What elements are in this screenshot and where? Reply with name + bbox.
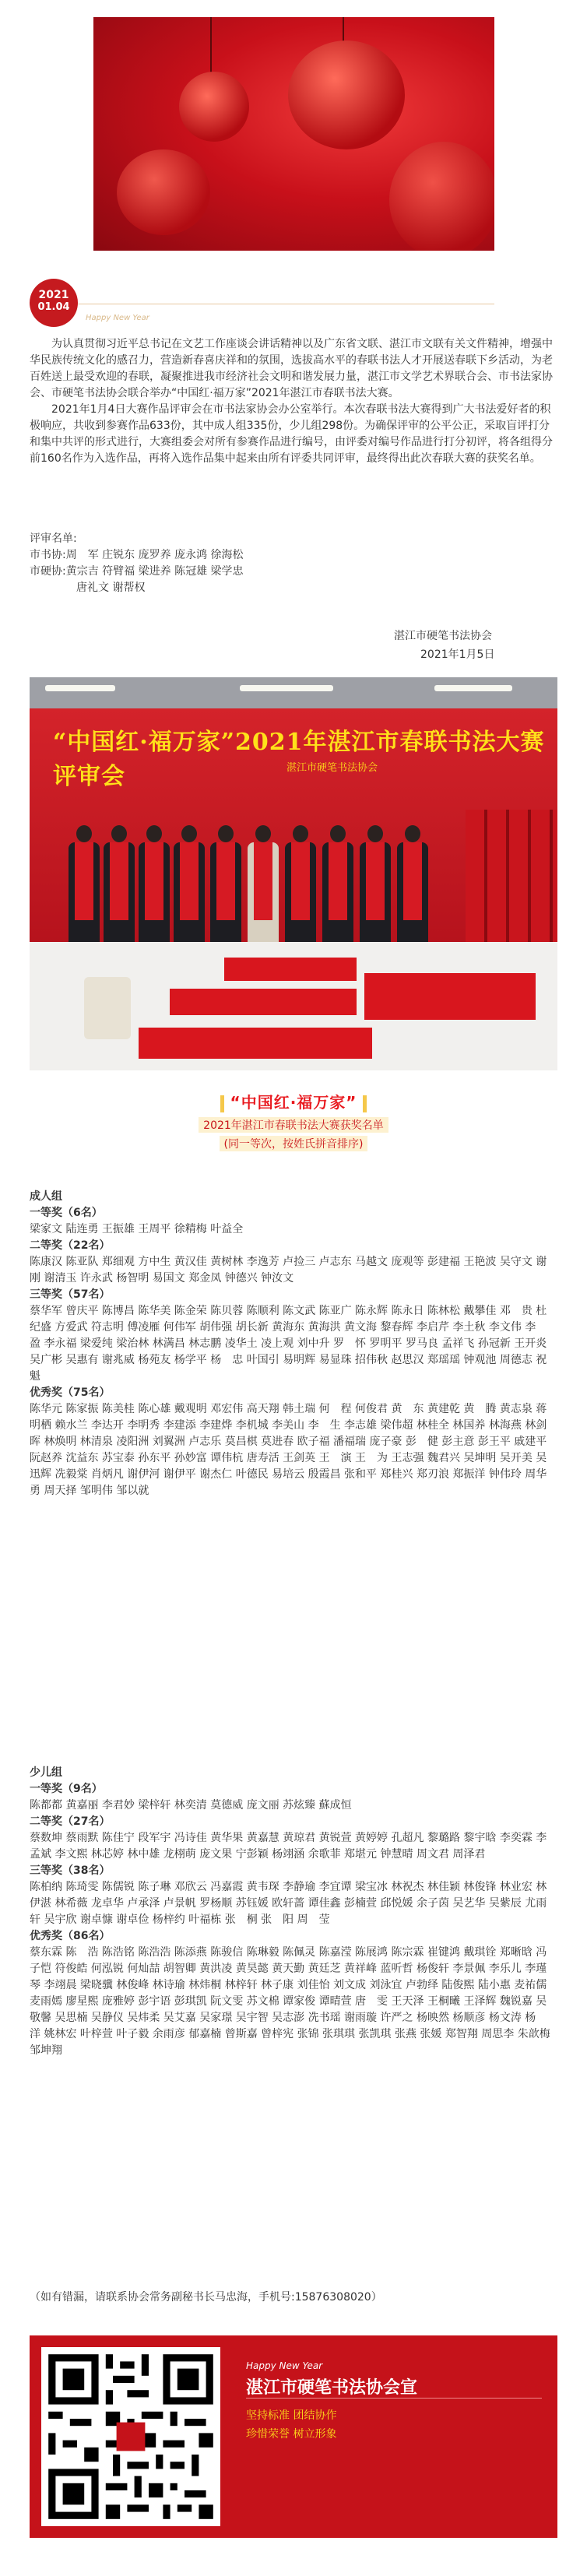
qr-code-icon	[41, 2347, 220, 2526]
judges-line-3: 唐礼文 谢帮权	[76, 582, 146, 594]
signature-date: 2021年1月5日	[420, 648, 495, 661]
footer-happy-text: Happy New Year	[246, 2360, 323, 2371]
winners-sort-note: (同一等次，按姓氏拼音排序)	[220, 1136, 368, 1151]
youth-first-prize-names: 陈都都 黄嘉丽 李君妙 梁梓轩 林奕清 莫德威 庞文丽 苏炫臻 蘇成恒	[30, 1799, 352, 1812]
winners-subtitle: 2021年湛江市春联书法大赛获奖名单	[199, 1117, 388, 1133]
judges-label: 评审名单:	[30, 532, 77, 545]
photo-banner-subtext: 湛江市硬笔书法协会	[286, 762, 378, 774]
youth-second-prize-names: 蔡数坤 蔡雨默 陈佳宁 段军宇 冯诗佳 黄华果 黄嘉慧 黄琼君 黄锐萱 黄婷婷 孔超凡 黎璐路 黎宇晗 李奕霖 李孟斌 李文熙 林芯婷 林中雄 龙栩萌 庞文果 宁彭颖 杨翊涵 余歌菲 郑堪元 钟慧晴 周文君 周泽君	[30, 1832, 547, 1861]
qr-code[interactable]	[41, 2347, 220, 2526]
youth-group-label: 少儿组	[30, 1766, 62, 1779]
youth-first-prize-label: 一等奖（9名）	[30, 1783, 103, 1795]
adult-merit-prize-label: 优秀奖（75名）	[30, 1386, 111, 1399]
footer-org-name: 湛江市硬笔书法协会宣	[246, 2378, 418, 2398]
adult-group-label: 成人组	[30, 1190, 62, 1203]
date-badge	[30, 279, 78, 327]
adult-first-prize-names: 梁家文 陆连勇 王振雄 王周平 徐精梅 叶益全	[30, 1223, 244, 1235]
youth-merit-prize-names: 蔡东霖 陈 浩 陈浩铭 陈浩浩 陈添燕 陈骏信 陈琳毅 陈佩灵 陈嘉滢 陈展鸿 陈宗霖 崔键鸿 戴琪铨 郑晰晗 冯子恺 符俊皓 何泓锐 何灿喆 胡智卿 黄洪凌 黄昊懿 黄天勤 黄廷芝 黄祥峰 蓝听哲 杨俊轩 李景佩 李乐儿 李瑾琴 李翊晨 梁晓骥 林俊峰 林诗瑜 林炜桐 林梓轩 林子康 刘佳怡 刘文成 刘泳宜 卢勃绎 陆俊熙 陆小惠 麦祐儒 麦雨嫣 廖星熙 庞雅婷 彭宇语 彭琪凯 阮文雯 苏文棉 谭家俊 谭晴萱 唐 雯 王天泽 王桐曦 王泽辉 魏锐嘉 吴敬馨 吴思楠 吴静仪 吴炜柔 吴艾嘉 吴家璟 吴宇智 吴志澎 冼书瑶 谢雨璇 许严之 杨映然 杨顺彦 杨文涛 杨 洋 姚林宏 叶梓萱 叶子毅 余雨彦 郁嘉楠 曾斯嘉 曾梓宪 张锦 张琪琪 张凯琪 张燕 张媛 郑智翔 周思李 朱歆梅 邹坤翔	[30, 1946, 550, 2057]
footer-slogan-2: 珍惜荣誉 树立形象	[246, 2428, 337, 2441]
youth-merit-prize-label: 优秀奖（86名）	[30, 1930, 111, 1942]
paragraph-2: 2021年1月4日大赛作品评审会在市书法家协会办公室举行。本次春联书法大赛得到广大书法爱好者的积极响应，共收到参赛作品633份，其中成人组335份，少儿组298份。为确保评审的公平公正，采取盲评打分和集中共评的形式进行，大赛组委会对所有参赛作品进行编号，由评委对编号作品进行打分初评，将各组得分前160名作为入选作品，再将入选作品集中起来由所有评委共同评审，最终得出此次春联大赛的获奖名单。	[30, 403, 553, 465]
adult-third-prize-names: 蔡华军 曾庆平 陈博昌 陈华美 陈金荣 陈贝蓉 陈顺利 陈文武 陈亚广 陈永辉 陈永日 陈林松 戴攀佳 邓 贵 杜纪盛 方爱武 符志明 傅凌雁 何伟军 胡伟强 胡长新 黄海东 黄海洪 黄文海 黎春辉 李启芹 李土秋 李文伟 李 盈 李永福 梁爱纯 梁治林 林满昌 林志鹏 凌华土 凌上观 刘中升 罗 怀 罗明平 罗马良 孟祥飞 孙冠新 王开炎 吴广彬 吴惠有 谢兆威 杨苑友 杨学平 杨 忠 叶国引 易明辉 易显珠 招伟秋 赵思汉 郑瑶瑶 钟观池 周德志 祝 魁	[30, 1305, 558, 1383]
winners-title-section	[0, 1090, 587, 1151]
badge-year: 2021	[38, 289, 69, 301]
happy-new-year-text: Happy New Year	[86, 314, 149, 322]
hero-lantern-image	[93, 17, 494, 251]
adult-second-prize-label: 二等奖（22名）	[30, 1239, 111, 1252]
judges-line-1: 市书协:周 军 庄锐东 庞罗养 庞永鸿 徐海松	[30, 549, 244, 561]
adult-second-prize-names: 陈康汉 陈亚队 郑细观 方中生 黄汉佳 黄树林 李逸芳 卢捡三 卢志东 马越文 庞观等 彭建福 王艳波 吴守文 谢 刚 谢清玉 许永武 杨智明 易国文 郑金凤 钟德兴 钟汝文	[30, 1256, 558, 1284]
youth-third-prize-names: 陈柏纳 陈琦雯 陈儒锐 陈子琳 邓欣云 冯嘉霞 黄韦琛 李静瑜 李宜谭 梁宝冰 林祝杰 林佳颖 林俊锋 林业宏 林伊湛 林希薇 龙卓华 卢承泽 卢景帆 罗杨顺 苏钰媛 欧轩蔷 谭佳鑫 彭楠萱 邱悦媛 余子茵 吴艺华 吴紫辰 尤雨轩 吴宇欣 谢卓慷 谢卓俭 杨梓约 叶福栋 张 桐 张 阳 周 莹	[30, 1881, 547, 1926]
judges-line-2: 市硬协:黄宗吉 符臂福 梁进养 陈冠雄 梁学忠	[30, 565, 244, 578]
adult-merit-prize-names: 陈华元 陈家振 陈美桂 陈心雄 戴观明 邓宏伟 高天翔 韩土瑞 何 程 何俊君 黄 东 黄建乾 黄 腾 黄志泉 蒋明栖 赖水兰 李达开 李明秀 李建添 李建烨 李机城 李美山 李 生 李志雄 梁伟超 林桂全 林国养 林海燕 林剑晖 林焕明 林清泉 凌阳洲 刘翼洲 卢志乐 莫昌棋 莫进春 欧子福 潘福瑞 庞子豪 彭 健 彭主意 彭王平 戚建平 阮赵养 沈益东 苏宝泰 孙东平 孙妙富 谭伟杭 唐寿活 王剑英 王 演 王 为 王志强 魏君兴 吴坤明 吴开美 吴迅辉 冼毅棠 肖炳凡 谢伊河 谢伊平 谢杰仁 叶德民 易培云 殷霞昌 张和平 郑桂兴 郑刃浪 郑振洋 钟伟玲 周华勇 周天择 邹明伟 邹以就	[30, 1403, 547, 1497]
adult-group-list	[30, 1189, 557, 1499]
adult-first-prize-label: 一等奖（6名）	[30, 1207, 103, 1219]
article-body	[30, 336, 557, 467]
contact-note: （如有错漏，请联系协会常务副秘书长马忠海，手机号:15876308020）	[30, 2291, 382, 2304]
paragraph-1: 为认真贯彻习近平总书记在文艺工作座谈会讲话精神以及广东省文联、湛江市文联有关文件精神，增强中华民族传统文化的感召力，营造新春喜庆祥和的氛围，选拔高水平的春联书法人才开展送春联下乡活动，为老百姓送上最受欢迎的春联，凝聚推进我市经济社会文明和谐发展力量，湛江市文学艺术界联合会、市书法家协会、市硬笔书法协会联合举办“中国红·福万家”2021年湛江市春联书法大赛。	[30, 338, 553, 399]
youth-second-prize-label: 二等奖（27名）	[30, 1815, 111, 1828]
judging-meeting-photo	[30, 677, 557, 1070]
signature-org: 湛江市硬笔书法协会	[394, 630, 492, 642]
winners-title: “中国红·福万家”	[0, 1090, 587, 1112]
youth-group-list	[30, 1765, 557, 2059]
footer-card	[30, 2335, 557, 2538]
footer-divider	[246, 2398, 542, 2399]
photo-banner-text: “中国红·福万家”2021年湛江市春联书法大赛评审会	[53, 729, 545, 790]
adult-third-prize-label: 三等奖（57名）	[30, 1288, 111, 1301]
youth-third-prize-label: 三等奖（38名）	[30, 1864, 111, 1877]
footer-slogan-1: 坚持标准 团结协作	[246, 2409, 337, 2422]
badge-date: 01.04	[37, 301, 70, 313]
